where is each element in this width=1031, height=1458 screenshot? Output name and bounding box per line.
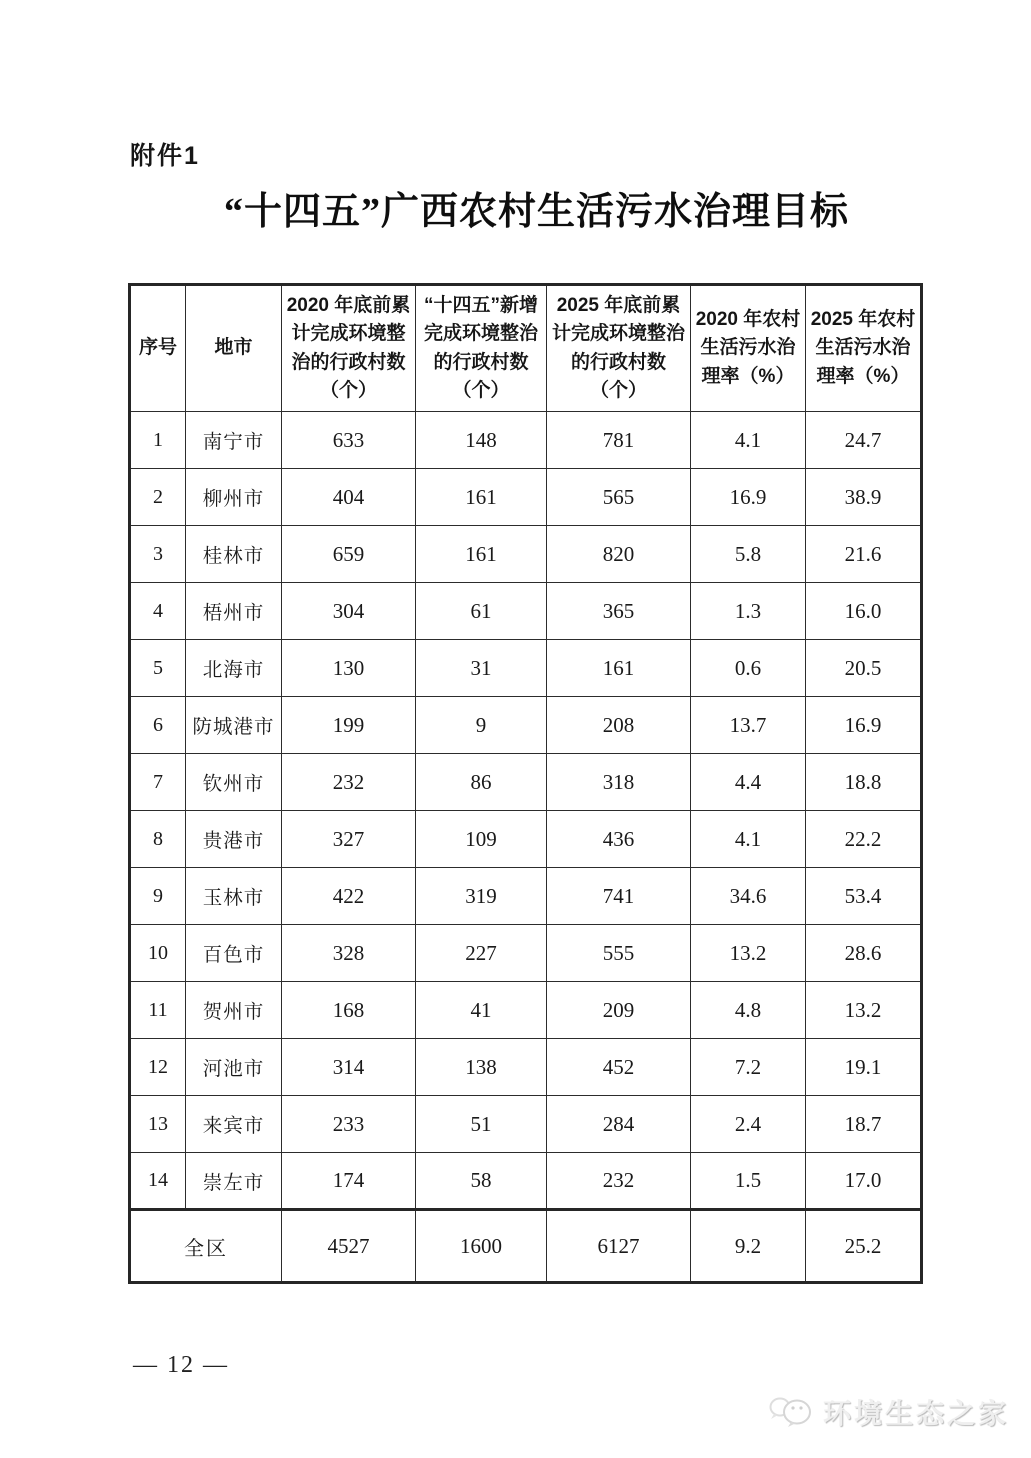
city-name: 崇左市 <box>186 1153 282 1210</box>
rate-2020: 0.6 <box>691 640 806 697</box>
villages-added: 41 <box>416 982 547 1039</box>
villages-2020: 422 <box>282 868 416 925</box>
row-index: 14 <box>130 1153 186 1210</box>
total-rate-2025: 25.2 <box>806 1210 922 1283</box>
table-row <box>130 754 922 811</box>
rate-2020: 2.4 <box>691 1096 806 1153</box>
col-header-city: 地市 <box>186 285 282 412</box>
villages-2020: 327 <box>282 811 416 868</box>
villages-2020: 199 <box>282 697 416 754</box>
rate-2025: 21.6 <box>806 526 922 583</box>
row-index: 8 <box>130 811 186 868</box>
rate-2020: 13.7 <box>691 697 806 754</box>
villages-2025: 365 <box>547 583 691 640</box>
villages-2025: 436 <box>547 811 691 868</box>
table-row <box>130 925 922 982</box>
villages-2020: 232 <box>282 754 416 811</box>
villages-2020: 404 <box>282 469 416 526</box>
rate-2020: 34.6 <box>691 868 806 925</box>
page-number: — 12 — <box>133 1352 229 1378</box>
table-header-row <box>130 285 922 412</box>
villages-2020: 130 <box>282 640 416 697</box>
villages-added: 161 <box>416 526 547 583</box>
villages-added: 148 <box>416 412 547 469</box>
rate-2020: 5.8 <box>691 526 806 583</box>
watermark <box>767 1392 1009 1432</box>
table-row <box>130 1039 922 1096</box>
villages-added: 227 <box>416 925 547 982</box>
wechat-logo-icon <box>767 1394 815 1430</box>
rate-2020: 7.2 <box>691 1039 806 1096</box>
row-index: 4 <box>130 583 186 640</box>
villages-2025: 209 <box>547 982 691 1039</box>
city-name: 梧州市 <box>186 583 282 640</box>
city-name: 柳州市 <box>186 469 282 526</box>
row-index: 11 <box>130 982 186 1039</box>
city-name: 钦州市 <box>186 754 282 811</box>
table-row <box>130 811 922 868</box>
city-name: 玉林市 <box>186 868 282 925</box>
total-rate-2020: 9.2 <box>691 1210 806 1283</box>
city-name: 来宾市 <box>186 1096 282 1153</box>
targets-table <box>128 283 923 1284</box>
rate-2025: 38.9 <box>806 469 922 526</box>
table-row <box>130 1096 922 1153</box>
villages-2025: 161 <box>547 640 691 697</box>
total-villages-2020: 4527 <box>282 1210 416 1283</box>
rate-2025: 19.1 <box>806 1039 922 1096</box>
table-row <box>130 868 922 925</box>
rate-2025: 17.0 <box>806 1153 922 1210</box>
villages-added: 58 <box>416 1153 547 1210</box>
villages-added: 86 <box>416 754 547 811</box>
row-index: 10 <box>130 925 186 982</box>
villages-2025: 741 <box>547 868 691 925</box>
rate-2020: 4.4 <box>691 754 806 811</box>
rate-2025: 16.9 <box>806 697 922 754</box>
villages-added: 51 <box>416 1096 547 1153</box>
city-name: 桂林市 <box>186 526 282 583</box>
row-index: 5 <box>130 640 186 697</box>
villages-2025: 781 <box>547 412 691 469</box>
row-index: 13 <box>130 1096 186 1153</box>
city-name: 贺州市 <box>186 982 282 1039</box>
villages-added: 161 <box>416 469 547 526</box>
rate-2020: 4.8 <box>691 982 806 1039</box>
city-name: 防城港市 <box>186 697 282 754</box>
row-index: 1 <box>130 412 186 469</box>
col-header-index: 序号 <box>130 285 186 412</box>
rate-2025: 20.5 <box>806 640 922 697</box>
watermark-text: 环境生态之家 <box>822 1398 1009 1429</box>
villages-2020: 233 <box>282 1096 416 1153</box>
villages-2020: 328 <box>282 925 416 982</box>
table-row <box>130 1153 922 1210</box>
rate-2020: 1.3 <box>691 583 806 640</box>
table-row <box>130 583 922 640</box>
row-index: 6 <box>130 697 186 754</box>
villages-2025: 565 <box>547 469 691 526</box>
table-row <box>130 526 922 583</box>
rate-2020: 1.5 <box>691 1153 806 1210</box>
villages-2020: 304 <box>282 583 416 640</box>
total-villages-added: 1600 <box>416 1210 547 1283</box>
villages-2025: 452 <box>547 1039 691 1096</box>
row-index: 3 <box>130 526 186 583</box>
col-header-rate-2025: 2025 年农村生活污水治理率（%） <box>806 285 922 412</box>
col-header-villages-added: “十四五”新增完成环境整治的行政村数（个） <box>416 285 547 412</box>
table-row <box>130 469 922 526</box>
total-villages-2025: 6127 <box>547 1210 691 1283</box>
rate-2025: 16.0 <box>806 583 922 640</box>
city-name: 百色市 <box>186 925 282 982</box>
row-index: 7 <box>130 754 186 811</box>
col-header-villages-2020: 2020 年底前累计完成环境整治的行政村数（个） <box>282 285 416 412</box>
rate-2020: 13.2 <box>691 925 806 982</box>
table-row <box>130 412 922 469</box>
city-name: 北海市 <box>186 640 282 697</box>
col-header-villages-2025: 2025 年底前累计完成环境整治的行政村数（个） <box>547 285 691 412</box>
rate-2020: 4.1 <box>691 412 806 469</box>
rate-2025: 18.8 <box>806 754 922 811</box>
col-header-rate-2020: 2020 年农村生活污水治理率（%） <box>691 285 806 412</box>
city-name: 南宁市 <box>186 412 282 469</box>
rate-2025: 18.7 <box>806 1096 922 1153</box>
villages-2020: 168 <box>282 982 416 1039</box>
villages-added: 109 <box>416 811 547 868</box>
villages-added: 9 <box>416 697 547 754</box>
villages-2020: 659 <box>282 526 416 583</box>
villages-2020: 174 <box>282 1153 416 1210</box>
city-name: 贵港市 <box>186 811 282 868</box>
page-title: “十四五”广西农村生活污水治理目标 <box>223 191 849 233</box>
rate-2025: 22.2 <box>806 811 922 868</box>
villages-2025: 555 <box>547 925 691 982</box>
villages-added: 138 <box>416 1039 547 1096</box>
row-index: 2 <box>130 469 186 526</box>
rate-2020: 16.9 <box>691 469 806 526</box>
attachment-label: 附件1 <box>130 142 200 170</box>
rate-2025: 13.2 <box>806 982 922 1039</box>
villages-added: 31 <box>416 640 547 697</box>
villages-added: 319 <box>416 868 547 925</box>
villages-added: 61 <box>416 583 547 640</box>
villages-2020: 314 <box>282 1039 416 1096</box>
villages-2025: 318 <box>547 754 691 811</box>
rate-2025: 28.6 <box>806 925 922 982</box>
row-index: 12 <box>130 1039 186 1096</box>
total-row <box>130 1210 922 1283</box>
villages-2025: 232 <box>547 1153 691 1210</box>
table-row <box>130 982 922 1039</box>
villages-2025: 820 <box>547 526 691 583</box>
city-name: 河池市 <box>186 1039 282 1096</box>
villages-2020: 633 <box>282 412 416 469</box>
rate-2025: 53.4 <box>806 868 922 925</box>
table-row <box>130 640 922 697</box>
villages-2025: 284 <box>547 1096 691 1153</box>
rate-2025: 24.7 <box>806 412 922 469</box>
row-index: 9 <box>130 868 186 925</box>
villages-2025: 208 <box>547 697 691 754</box>
rate-2020: 4.1 <box>691 811 806 868</box>
total-label: 全区 <box>130 1210 282 1283</box>
table-row <box>130 697 922 754</box>
